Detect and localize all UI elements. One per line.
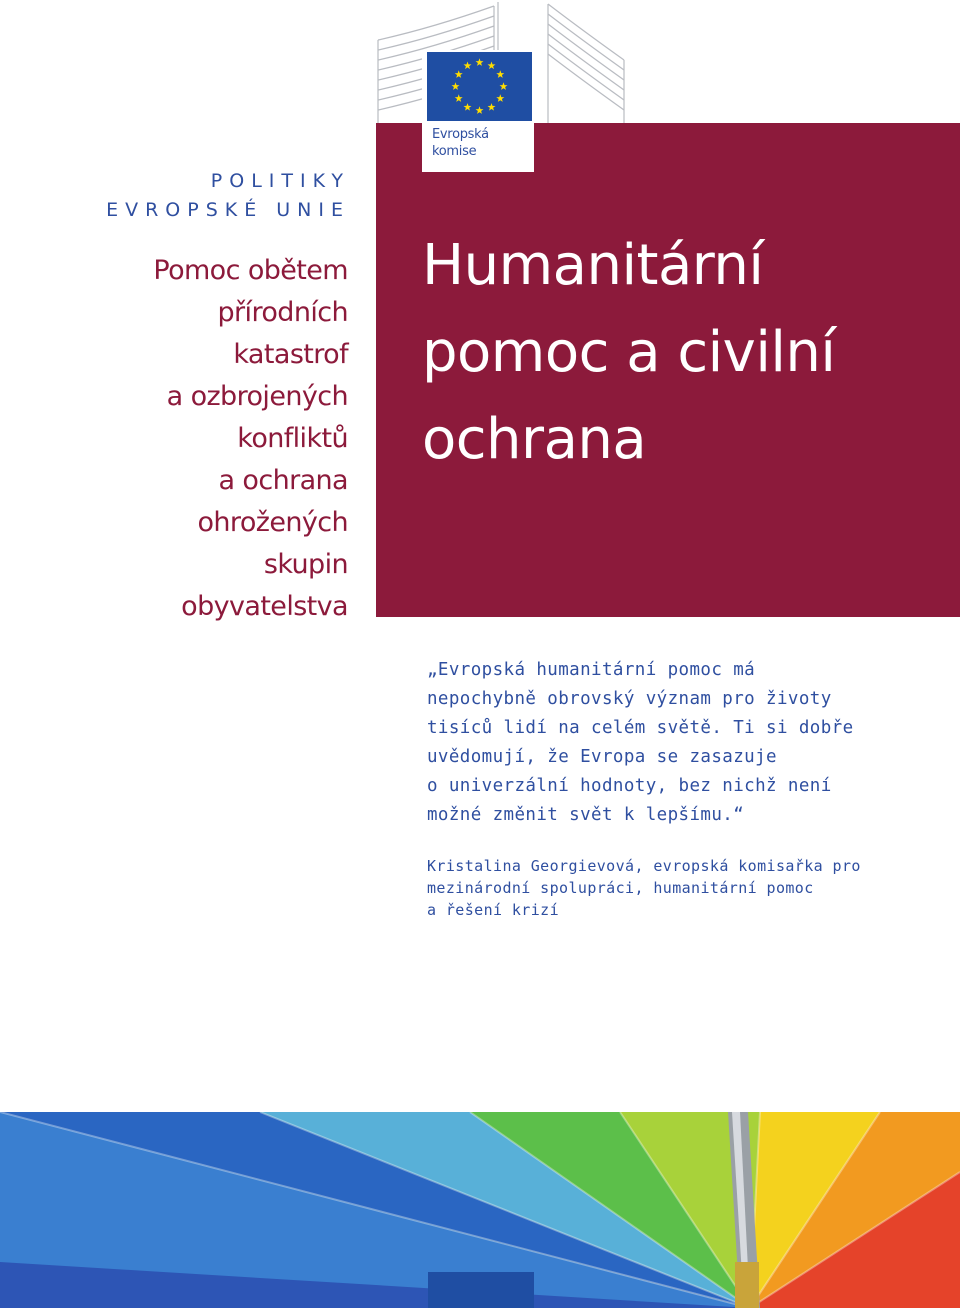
subtitle-line: skupin (263, 549, 348, 580)
eu-star-icon (464, 103, 472, 111)
subtitle-line: ohrožených (197, 507, 348, 538)
eu-star-icon (496, 94, 504, 102)
subtitle (60, 250, 348, 628)
series-label: POLITIKY (210, 170, 350, 192)
quote-line: „Evropská humanitární pomoc má (427, 660, 756, 680)
subtitle-line: a ozbrojených (166, 381, 348, 412)
quote-line: o univerzální hodnoty, bez nichž není (427, 776, 832, 796)
title-line: pomoc a civilní (422, 320, 836, 385)
subtitle-line: a ochrana (218, 465, 348, 496)
eu-star-icon (455, 94, 463, 102)
eu-star-icon (500, 82, 508, 90)
page-title (422, 222, 942, 483)
quote-line: možné změnit svět k lepšímu.“ (427, 805, 745, 825)
title-line: Humanitární (422, 233, 764, 298)
subtitle-line: obyvatelstva (181, 591, 348, 622)
subtitle-line: konfliktů (237, 423, 348, 454)
logo-text-line: Evropská (432, 127, 489, 142)
eu-star-icon (476, 58, 484, 66)
title-line: ochrana (422, 407, 647, 472)
series-label: EVROPSKÉ UNIE (106, 199, 350, 221)
subtitle-line: katastrof (233, 339, 348, 370)
subtitle-line: Pomoc obětem (153, 255, 348, 286)
eu-star-icon (476, 106, 484, 114)
logo-text (432, 126, 489, 160)
blue-tab (428, 1272, 534, 1308)
eu-flag-icon (427, 52, 532, 121)
logo-text-line: komise (432, 144, 477, 159)
eu-star-icon (455, 70, 463, 78)
eu-star-icon (488, 103, 496, 111)
subtitle-line: přírodních (217, 297, 348, 328)
eu-star-icon (496, 70, 504, 78)
author-line: Kristalina Georgievová, evropská komisařka pro (427, 857, 861, 875)
quote-line: nepochybně obrovský význam pro životy (427, 689, 832, 709)
european-commission-logo (422, 50, 534, 172)
eu-star-icon (464, 62, 472, 70)
quote-line: uvědomují, že Evropa se zasazuje (427, 747, 777, 767)
eu-star-icon (488, 62, 496, 70)
author-line: a řešení krizí (427, 901, 560, 919)
quote-author (427, 855, 947, 921)
author-line: mezinárodní spolupráci, humanitární pomoc (427, 879, 814, 897)
quote-line: tisíců lidí na celém světě. Ti si dobře (427, 718, 854, 738)
quote (427, 656, 947, 830)
eu-star-icon (452, 82, 460, 90)
